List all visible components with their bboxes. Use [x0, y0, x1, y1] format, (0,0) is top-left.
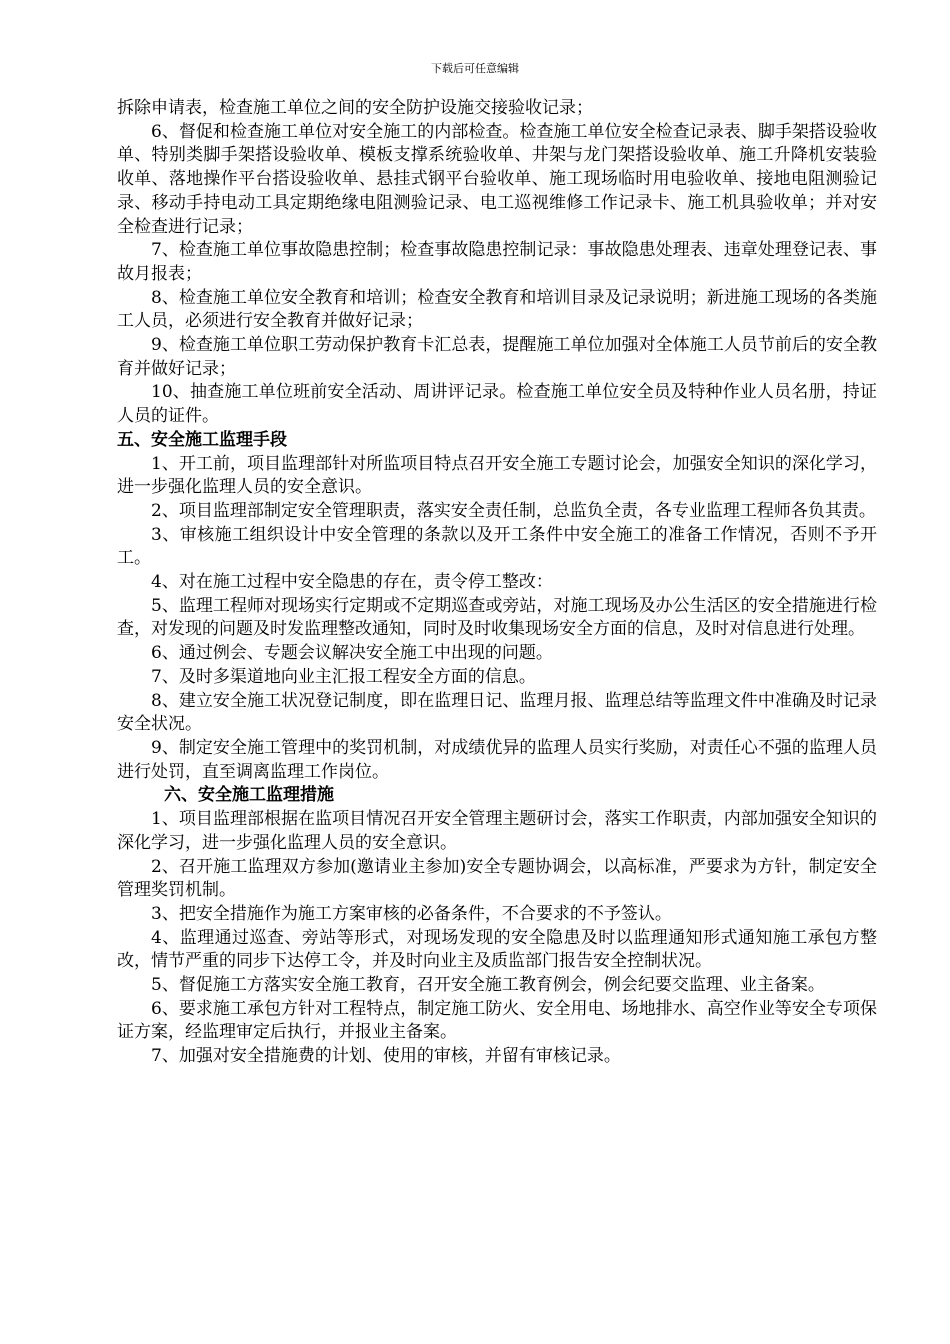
- section-6-list: [117, 808, 877, 1069]
- list-item: 6、通过例会、专题会议解决安全施工中出现的问题。: [151, 643, 553, 664]
- list-item: 2、项目监理部制定安全管理职责，落实安全责任制，总监负全责，各专业监理工程师各负其责。: [151, 500, 876, 521]
- list-item: 5、监理工程师对现场实行定期或不定期巡查或旁站，对施工现场及办公生活区的安全措施进行检查，对发现的问题及时发监理整改通知，同时及时收集现场安全方面的信息，及时对信息进行处理。: [117, 595, 877, 640]
- list-item: 3、把安全措施作为施工方案审核的必备条件，不合要求的不予签认。: [151, 903, 672, 924]
- list-item: 9、检查施工单位职工劳动保护教育卡汇总表，提醒施工单位加强对全体施工人员节前后的安全教育并做好记录；: [117, 335, 877, 379]
- section-5-heading: 五、安全施工监理手段: [117, 429, 287, 450]
- list-item: 8、检查施工单位安全教育和培训；检查安全教育和培训目录及记录说明；新进施工现场的各类施工人员，必须进行安全教育并做好记录；: [117, 287, 877, 332]
- list-item: 7、检查施工单位事故隐患控制；检查事故隐患控制记录：事故隐患处理表、违章处理登记表、事故月报表；: [117, 240, 877, 284]
- document-body: [117, 97, 877, 1069]
- paragraph-continuation: 拆除申请表，检查施工单位之间的安全防护设施交接验收记录；: [117, 98, 593, 118]
- list-item: 8、建立安全施工状况登记制度，即在监理日记、监理月报、监理总结等监理文件中准确及时记录安全状况。: [117, 690, 877, 735]
- list-item: 6、要求施工承包方针对工程特点，制定施工防火、安全用电、场地排水、高空作业等安全专项保证方案，经监理审定后执行，并报业主备案。: [117, 998, 877, 1043]
- list-item: 1、项目监理部根据在监项目情况召开安全管理主题研讨会，落实工作职责，内部加强安全知识的深化学习，进一步强化监理人员的安全意识。: [117, 809, 877, 853]
- list-item: 6、督促和检查施工单位对安全施工的内部检查。检查施工单位安全检查记录表、脚手架搭设验收单、特别类脚手架搭设验收单、模板支撑系统验收单、井架与龙门架搭设验收单、施工升降机安装验收单、落地操作平台搭设验收单、悬挂式钢平台验收单、施工现场临时用电验收单、接地电阻测验记录、移动手持电动工具定期绝缘电阻测验记录、电工巡视维修工作记录卡、施工机具验收单；并对安全检查进行记录；: [117, 121, 877, 237]
- list-item: 10、抽查施工单位班前安全活动、周讲评记录。检查施工单位安全员及特种作业人员名册，持证人员的证件。: [117, 382, 877, 427]
- list-item: 3、审核施工组织设计中安全管理的条款以及开工条件中安全施工的准备工作情况，否则不予开工。: [117, 524, 877, 569]
- list-item: 4、对在施工过程中安全隐患的存在，责令停工整改：: [151, 572, 553, 593]
- page-header-note: 下载后可任意编辑: [431, 62, 519, 75]
- section-6-heading: 六、安全施工监理措施: [164, 785, 334, 806]
- list-item: 5、督促施工方落实安全施工教育，召开安全施工教育例会，例会纪要交监理、业主备案。: [151, 975, 825, 996]
- list-item: 9、制定安全施工管理中的奖罚机制，对成绩优异的监理人员实行奖励，对责任心不强的监理人员进行处罚，直至调离监理工作岗位。: [117, 737, 877, 782]
- section-5-list: [117, 453, 877, 785]
- list-item: 1、开工前，项目监理部针对所监项目特点召开安全施工专题讨论会，加强安全知识的深化学习，进一步强化监理人员的安全意识。: [117, 453, 877, 498]
- list-item: 2、召开施工监理双方参加(邀请业主参加)安全专题协调会，以高标准，严要求为方针，制定安全管理奖罚机制。: [117, 856, 877, 901]
- list-item: 4、监理通过巡查、旁站等形式，对现场发现的安全隐患及时以监理通知形式通知施工承包方整改，情节严重的同步下达停工令，并及时向业主及质监部门报告安全控制状况。: [117, 927, 877, 972]
- list-item: 7、及时多渠道地向业主汇报工程安全方面的信息。: [151, 666, 536, 687]
- list-item: 7、加强对安全措施费的计划、使用的审核，并留有审核记录。: [151, 1046, 621, 1067]
- section-4-list: [117, 121, 877, 429]
